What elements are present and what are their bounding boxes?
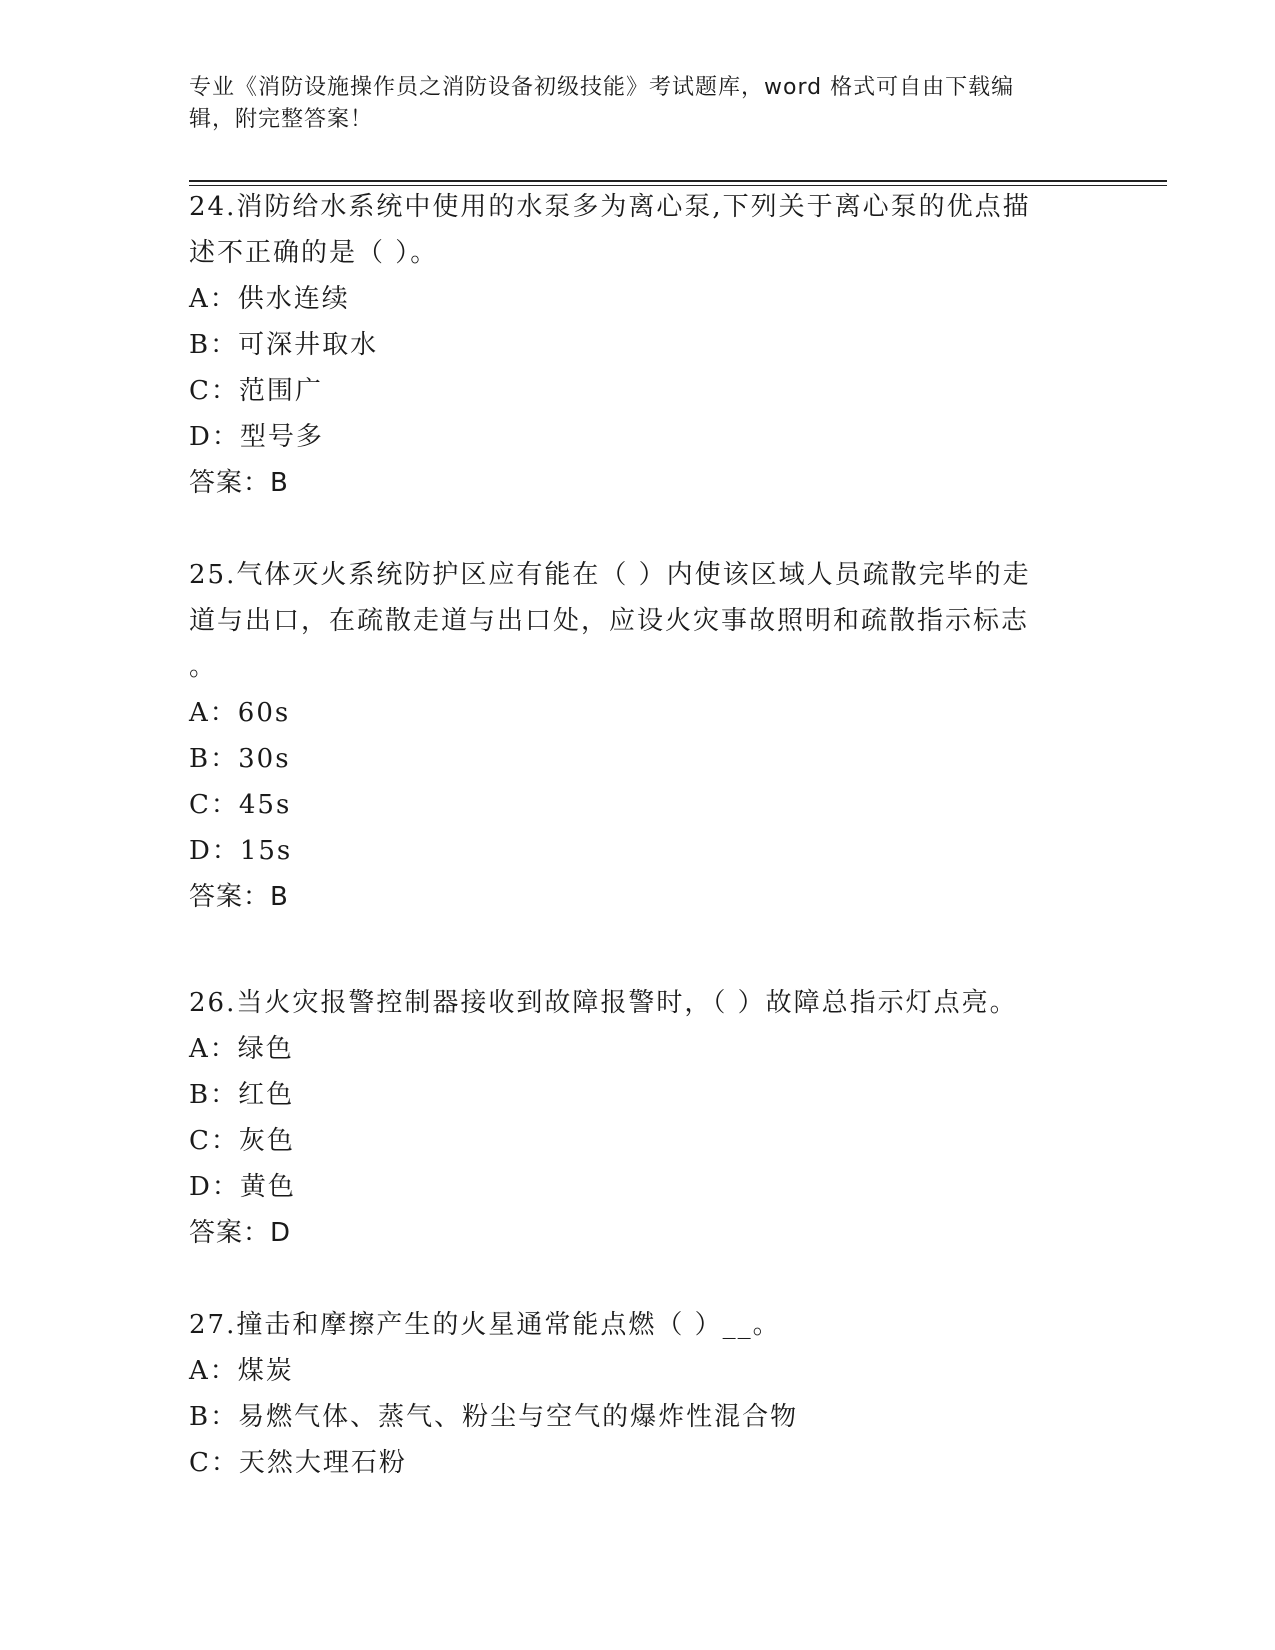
option-b: B：可深井取水	[189, 330, 379, 360]
option-c: C：灰色	[189, 1126, 295, 1156]
question-text-line: 道与出口，在疏散走道与出口处，应设火灾事故照明和疏散指示标志	[189, 606, 1030, 636]
question-24	[189, 184, 1089, 506]
question-text-line: 27.撞击和摩擦产生的火星通常能点燃（ ）__。	[189, 1310, 781, 1340]
option-d: D：黄色	[189, 1172, 296, 1202]
question-text-line: 。	[189, 652, 218, 682]
question-text-line: 24.消防给水系统中使用的水泵多为离心泵,下列关于离心泵的优点描	[189, 192, 1031, 222]
option-a: A：煤炭	[189, 1356, 294, 1386]
question-26	[189, 980, 1089, 1256]
question-27	[189, 1302, 1089, 1486]
header-line-2: 辑，附完整答案！	[189, 107, 374, 132]
answer-line: 答案：D	[189, 1218, 292, 1248]
answer-line: 答案：B	[189, 468, 289, 498]
option-a: A：60s	[189, 698, 291, 728]
option-b: B：30s	[189, 744, 291, 774]
option-c: C：天然大理石粉	[189, 1448, 407, 1478]
question-text-line: 25.气体灭火系统防护区应有能在（ ）内使该区域人员疏散完毕的走	[189, 560, 1031, 590]
option-b: B：易燃气体、蒸气、粉尘与空气的爆炸性混合物	[189, 1402, 799, 1432]
answer-line: 答案：B	[189, 882, 289, 912]
option-a: A：绿色	[189, 1034, 294, 1064]
option-d: D：型号多	[189, 422, 324, 452]
question-text-line: 述不正确的是（ ）。	[189, 238, 439, 268]
header-line-1: 专业《消防设施操作员之消防设备初级技能》考试题库，word 格式可自由下载编	[189, 75, 1015, 100]
option-d: D：15s	[189, 836, 293, 866]
header-divider-thick	[189, 180, 1167, 182]
question-text-line: 26.当火灾报警控制器接收到故障报警时，（ ）故障总指示灯点亮。	[189, 988, 1018, 1018]
option-b: B：红色	[189, 1080, 295, 1110]
question-25	[189, 552, 1089, 920]
document-header	[189, 72, 1089, 136]
option-a: A：供水连续	[189, 284, 350, 314]
option-c: C：45s	[189, 790, 292, 820]
option-c: C：范围广	[189, 376, 323, 406]
